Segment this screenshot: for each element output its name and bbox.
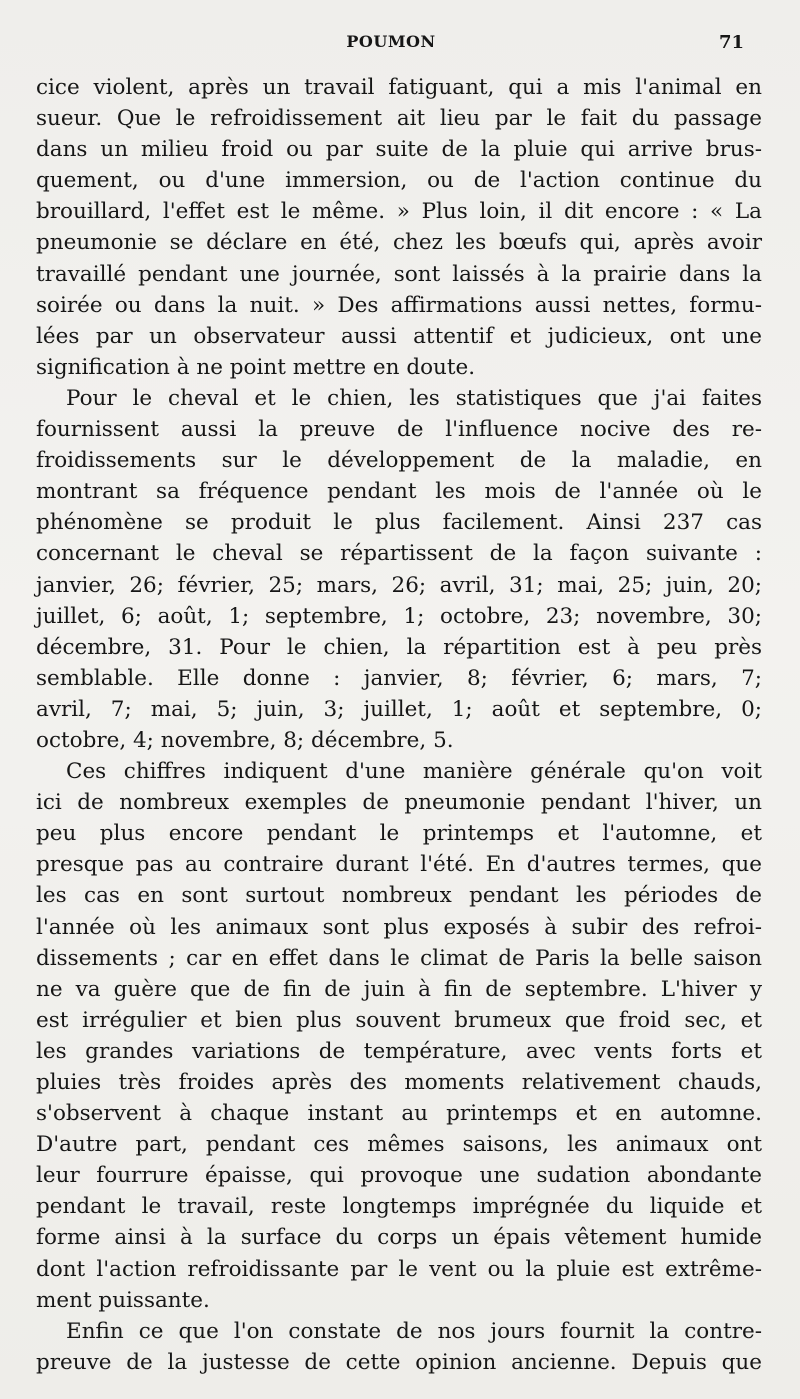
text-line: les cas en sont surtout nombreux pendant les périodes de <box>36 883 762 909</box>
text-line: pluies très froides après des moments relativement chauds, <box>36 1070 762 1095</box>
text-line: phénomène se produit le plus facilement. Ainsi 237 cas <box>36 510 762 536</box>
text-line: pendant le travail, reste longtemps imprégnée du liquide et <box>36 1194 762 1220</box>
text-line: décembre, 31. Pour le chien, la répartition est à peu près <box>36 634 762 660</box>
text-line: sueur. Que le refroidissement ait lieu par le fait du passage <box>36 106 762 132</box>
text-line: ment puissante. <box>36 1287 210 1313</box>
paragraph <box>36 383 762 756</box>
text-line: octobre, 4; novembre, 8; décembre, 5. <box>36 727 454 753</box>
text-line: preuve de la justesse de cette opinion ancienne. Depuis que <box>36 1349 762 1375</box>
text-line: peu plus encore pendant le printemps et l'automne, et <box>36 821 762 847</box>
text-line: lées par un observateur aussi attentif et judicieux, ont une <box>36 323 762 349</box>
text-line: dans un milieu froid ou par suite de la pluie qui arrive brus- <box>36 137 762 163</box>
text-line: ne va guère que de fin de juin à fin de septembre. L'hiver y <box>36 976 762 1002</box>
text-line: Ces chiffres indiquent d'une manière générale qu'on voit <box>66 759 762 785</box>
text-line: quement, ou d'une immersion, ou de l'action continue du <box>36 168 762 194</box>
text-line: est irrégulier et bien plus souvent brumeux que froid sec, et <box>36 1007 762 1033</box>
paragraph <box>36 756 762 1316</box>
text-line: D'autre part, pendant ces mêmes saisons, les animaux ont <box>36 1132 762 1158</box>
body-text <box>36 72 762 1378</box>
text-line: avril, 7; mai, 5; juin, 3; juillet, 1; août et septembre, 0; <box>36 696 762 722</box>
text-line: dissements ; car en effet dans le climat de Paris la belle saison <box>36 945 762 971</box>
paragraph <box>36 72 762 383</box>
text-line: concernant le cheval se répartissent de la façon suivante : <box>36 541 762 567</box>
text-line: soirée ou dans la nuit. » Des affirmations aussi nettes, formu- <box>36 292 762 318</box>
running-title: POUMON <box>346 32 436 51</box>
text-line: froidissements sur le développement de la maladie, en <box>36 448 762 474</box>
text-line: brouillard, l'effet est le même. » Plus loin, il dit encore : « La <box>36 199 762 225</box>
text-line: fournissent aussi la preuve de l'influence nocive des re- <box>36 417 762 443</box>
text-line: Pour le cheval et le chien, les statistiques que j'ai faites <box>66 385 762 411</box>
text-line: Enfin ce que l'on constate de nos jours fournit la contre- <box>66 1318 762 1344</box>
text-line: juillet, 6; août, 1; septembre, 1; octobre, 23; novembre, 30; <box>36 603 762 629</box>
text-line: s'observent à chaque instant au printemps et en automne. <box>36 1101 762 1127</box>
running-header <box>38 32 744 58</box>
text-line: signification à ne point mettre en doute. <box>36 354 476 380</box>
text-line: montrant sa fréquence pendant les mois de l'année où le <box>36 479 762 505</box>
text-line: leur fourrure épaisse, qui provoque une sudation abondante <box>36 1163 762 1189</box>
text-line: forme ainsi à la surface du corps un épais vêtement humide <box>36 1225 762 1251</box>
text-line: l'année où les animaux sont plus exposés à subir des refroi- <box>36 914 762 940</box>
text-line: pneumonie se déclare en été, chez les bœufs qui, après avoir <box>36 230 762 256</box>
text-line: semblable. Elle donne : janvier, 8; février, 6; mars, 7; <box>36 665 762 691</box>
text-line: travaillé pendant une journée, sont laissés à la prairie dans la <box>36 261 762 287</box>
text-line: les grandes variations de température, avec vents forts et <box>36 1038 762 1064</box>
text-line: janvier, 26; février, 25; mars, 26; avril, 31; mai, 25; juin, 20; <box>36 572 762 598</box>
text-line: ici de nombreux exemples de pneumonie pendant l'hiver, un <box>36 790 762 816</box>
text-line: presque pas au contraire durant l'été. En d'autres termes, que <box>36 852 762 878</box>
page-number: 71 <box>718 32 744 53</box>
paragraph <box>36 1316 762 1378</box>
text-line: cice violent, après un travail fatiguant, qui a mis l'animal en <box>36 75 762 100</box>
text-line: dont l'action refroidissante par le vent ou la pluie est extrême- <box>36 1256 762 1282</box>
